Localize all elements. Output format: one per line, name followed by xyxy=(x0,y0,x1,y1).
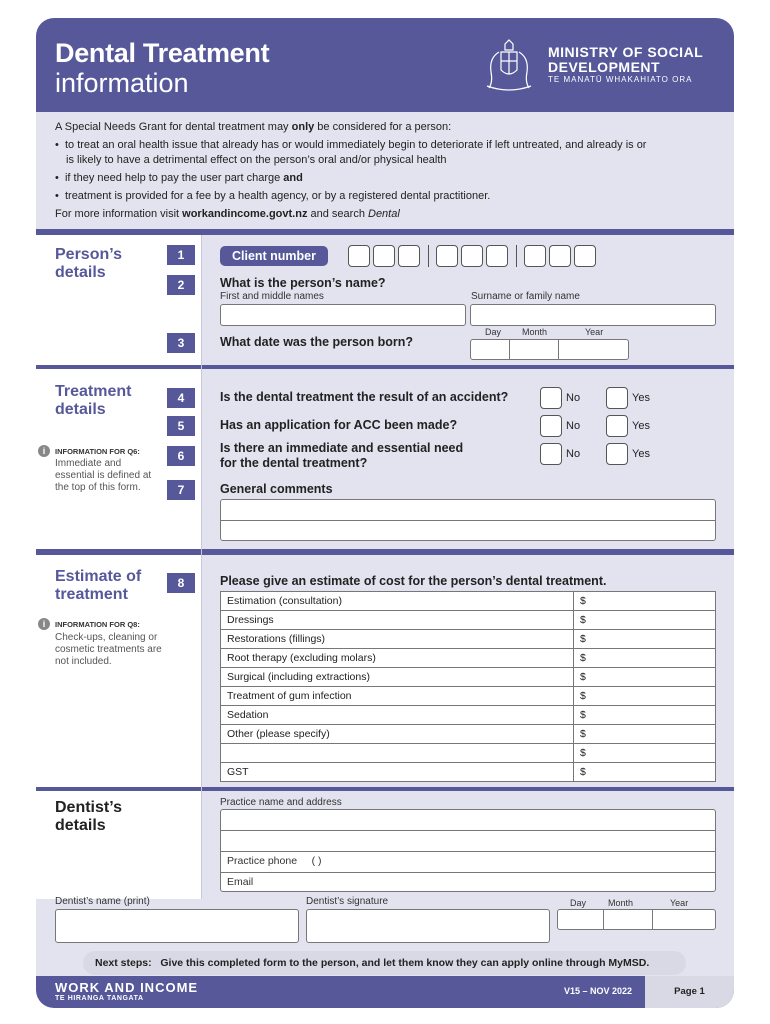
client-number-digit[interactable] xyxy=(436,245,458,267)
estimate-amount[interactable]: $ xyxy=(574,763,716,782)
estimate-item: Dressings xyxy=(221,611,574,630)
nz-coat-of-arms-icon xyxy=(481,38,537,92)
sign-year-label: Year xyxy=(670,898,689,908)
accident-no-label: No xyxy=(566,392,581,404)
estimate-item: Sedation xyxy=(221,706,574,725)
info-q6-heading: INFORMATION FOR Q6: xyxy=(55,447,140,456)
form-version: V15 – NOV 2022 xyxy=(564,986,633,996)
form-header xyxy=(36,18,734,112)
question-number-5: 5 xyxy=(167,416,195,436)
dentist-name-label: Dentist’s name (print) xyxy=(55,896,150,907)
question-number-7: 7 xyxy=(167,480,195,500)
table-row xyxy=(221,706,716,725)
client-number-separator xyxy=(516,245,517,267)
client-number-digit[interactable] xyxy=(549,245,571,267)
estimate-section-title: Estimate of treatment xyxy=(55,568,142,603)
need-yes-label: Yes xyxy=(632,448,650,460)
next-steps-banner: Next steps: Give this completed form to the person, and let them know they can apply online through MyMSD. xyxy=(83,951,686,975)
need-no-checkbox[interactable] xyxy=(540,443,562,465)
client-number-digit[interactable] xyxy=(348,245,370,267)
surname-label: Surname or family name xyxy=(471,291,580,302)
intro-bullet-1: • to treat an oral health issue that already has or would immediately begin to deteriorate if left untreated, and already is or xyxy=(55,139,647,151)
estimate-item: GST xyxy=(221,763,574,782)
estimate-amount[interactable]: $ xyxy=(574,668,716,687)
estimate-item: Root therapy (excluding molars) xyxy=(221,649,574,668)
general-comments-input[interactable] xyxy=(220,499,716,541)
intro-panel xyxy=(36,112,734,229)
acc-no-label: No xyxy=(566,420,581,432)
estimate-amount[interactable]: $ xyxy=(574,744,716,763)
dob-day-label: Day xyxy=(485,327,502,337)
practice-address-input[interactable] xyxy=(221,810,715,850)
dob-year-input[interactable] xyxy=(558,339,629,360)
table-row xyxy=(221,668,716,687)
info-q8-text: Check-ups, cleaning or cosmetic treatments are not included. xyxy=(55,632,162,667)
table-row xyxy=(221,725,716,744)
question-number-4: 4 xyxy=(167,388,195,408)
info-icon: i xyxy=(38,618,50,630)
sign-day-input[interactable] xyxy=(557,909,604,930)
dob-day-input[interactable] xyxy=(470,339,510,360)
accident-yes-label: Yes xyxy=(632,392,650,404)
question-number-6: 6 xyxy=(167,446,195,466)
question-dob: What date was the person born? xyxy=(220,335,414,349)
first-names-label: First and middle names xyxy=(220,291,324,302)
estimate-amount[interactable]: $ xyxy=(574,630,716,649)
estimate-other-specify-input[interactable] xyxy=(221,744,574,763)
practice-phone-input[interactable]: Practice phone ( ) xyxy=(227,855,322,867)
estimate-table xyxy=(220,591,716,782)
client-number-digit[interactable] xyxy=(398,245,420,267)
dentist-name-input[interactable] xyxy=(55,909,299,943)
client-number-digit[interactable] xyxy=(461,245,483,267)
client-number-label: Client number xyxy=(220,246,328,266)
info-q8-heading: INFORMATION FOR Q8: xyxy=(55,620,140,629)
estimate-amount[interactable]: $ xyxy=(574,611,716,630)
sign-year-input[interactable] xyxy=(652,909,716,930)
estimate-item: Restorations (fillings) xyxy=(221,630,574,649)
question-immediate-need: Is there an immediate and essential need for the dental treatment? xyxy=(220,441,464,470)
website-link[interactable]: workandincome.govt.nz xyxy=(182,208,308,220)
table-row xyxy=(221,687,716,706)
need-no-label: No xyxy=(566,448,581,460)
dentist-section-title: Dentist’s details xyxy=(55,799,122,834)
estimate-item: Treatment of gum infection xyxy=(221,687,574,706)
question-number-2: 2 xyxy=(167,275,195,295)
work-and-income-logo: WORK AND INCOME xyxy=(55,980,199,995)
estimate-amount[interactable]: $ xyxy=(574,649,716,668)
dob-month-input[interactable] xyxy=(509,339,559,360)
client-number-digit[interactable] xyxy=(486,245,508,267)
page-footer xyxy=(36,976,734,1008)
accident-no-checkbox[interactable] xyxy=(540,387,562,409)
info-icon: i xyxy=(38,445,50,457)
table-row xyxy=(221,649,716,668)
estimate-amount[interactable]: $ xyxy=(574,592,716,611)
first-names-input[interactable] xyxy=(220,304,466,326)
dental-treatment-form xyxy=(36,18,734,1008)
info-q6-text: Immediate and essential is defined at the top of this form. xyxy=(55,458,152,493)
client-number-digit[interactable] xyxy=(524,245,546,267)
client-number-separator xyxy=(428,245,429,267)
table-row xyxy=(221,630,716,649)
question-number-8: 8 xyxy=(167,573,195,593)
need-yes-checkbox[interactable] xyxy=(606,443,628,465)
practice-label: Practice name and address xyxy=(220,797,342,808)
dob-year-label: Year xyxy=(585,327,604,337)
question-estimate: Please give an estimate of cost for the person’s dental treatment. xyxy=(220,574,607,588)
estimate-amount[interactable]: $ xyxy=(574,687,716,706)
question-general-comments: General comments xyxy=(220,482,333,496)
acc-yes-checkbox[interactable] xyxy=(606,415,628,437)
dentist-signature-label: Dentist’s signature xyxy=(306,896,389,907)
column-divider xyxy=(201,235,202,899)
question-number-3: 3 xyxy=(167,333,195,353)
estimate-amount[interactable]: $ xyxy=(574,725,716,744)
page-number: Page 1 xyxy=(645,976,734,1008)
table-row xyxy=(221,744,716,763)
estimate-amount[interactable]: $ xyxy=(574,706,716,725)
question-acc: Has an application for ACC been made? xyxy=(220,418,458,432)
intro-lead: A Special Needs Grant for dental treatment may only be considered for a person: xyxy=(55,121,452,133)
table-row xyxy=(221,611,716,630)
intro-more-info: For more information visit workandincome.govt.nz and search Dental xyxy=(55,208,400,220)
treatment-section-title: Treatment details xyxy=(55,383,132,418)
accident-yes-checkbox[interactable] xyxy=(606,387,628,409)
ministry-name: MINISTRY OF SOCIAL DEVELOPMENT xyxy=(548,44,704,75)
table-row xyxy=(221,592,716,611)
intro-bullet-3: • treatment is provided for a fee by a health agency, or by a registered dental practitioner. xyxy=(55,190,491,202)
estimate-item: Other (please specify) xyxy=(221,725,574,744)
form-subtitle: information xyxy=(55,68,189,98)
question-accident: Is the dental treatment the result of an accident? xyxy=(220,390,509,404)
acc-yes-label: Yes xyxy=(632,420,650,432)
form-title: Dental Treatment xyxy=(55,38,270,68)
dob-month-label: Month xyxy=(522,327,548,337)
intro-bullet-2: • if they need help to pay the user part charge and xyxy=(55,172,303,184)
persons-section-title: Person’s details xyxy=(55,246,122,281)
table-row xyxy=(221,763,716,782)
dentist-signature-input[interactable] xyxy=(306,909,550,943)
sign-month-input[interactable] xyxy=(603,909,653,930)
client-number-digit[interactable] xyxy=(373,245,395,267)
estimate-item: Surgical (including extractions) xyxy=(221,668,574,687)
acc-no-checkbox[interactable] xyxy=(540,415,562,437)
sign-month-label: Month xyxy=(608,898,634,908)
work-and-income-maori: TE HIRANGA TANGATA xyxy=(55,995,144,1002)
estimate-item: Estimation (consultation) xyxy=(221,592,574,611)
email-input[interactable]: Email xyxy=(227,876,254,888)
client-number-digit[interactable] xyxy=(574,245,596,267)
intro-bullet-1-cont: is likely to have a detrimental effect on the person’s oral and/or physical health xyxy=(66,154,447,166)
question-name: What is the person’s name? xyxy=(220,276,386,290)
ministry-maori-name: TE MANATŪ WHAKAHIATO ORA xyxy=(548,75,693,84)
surname-input[interactable] xyxy=(470,304,716,326)
question-number-1: 1 xyxy=(167,245,195,265)
sign-day-label: Day xyxy=(570,898,587,908)
